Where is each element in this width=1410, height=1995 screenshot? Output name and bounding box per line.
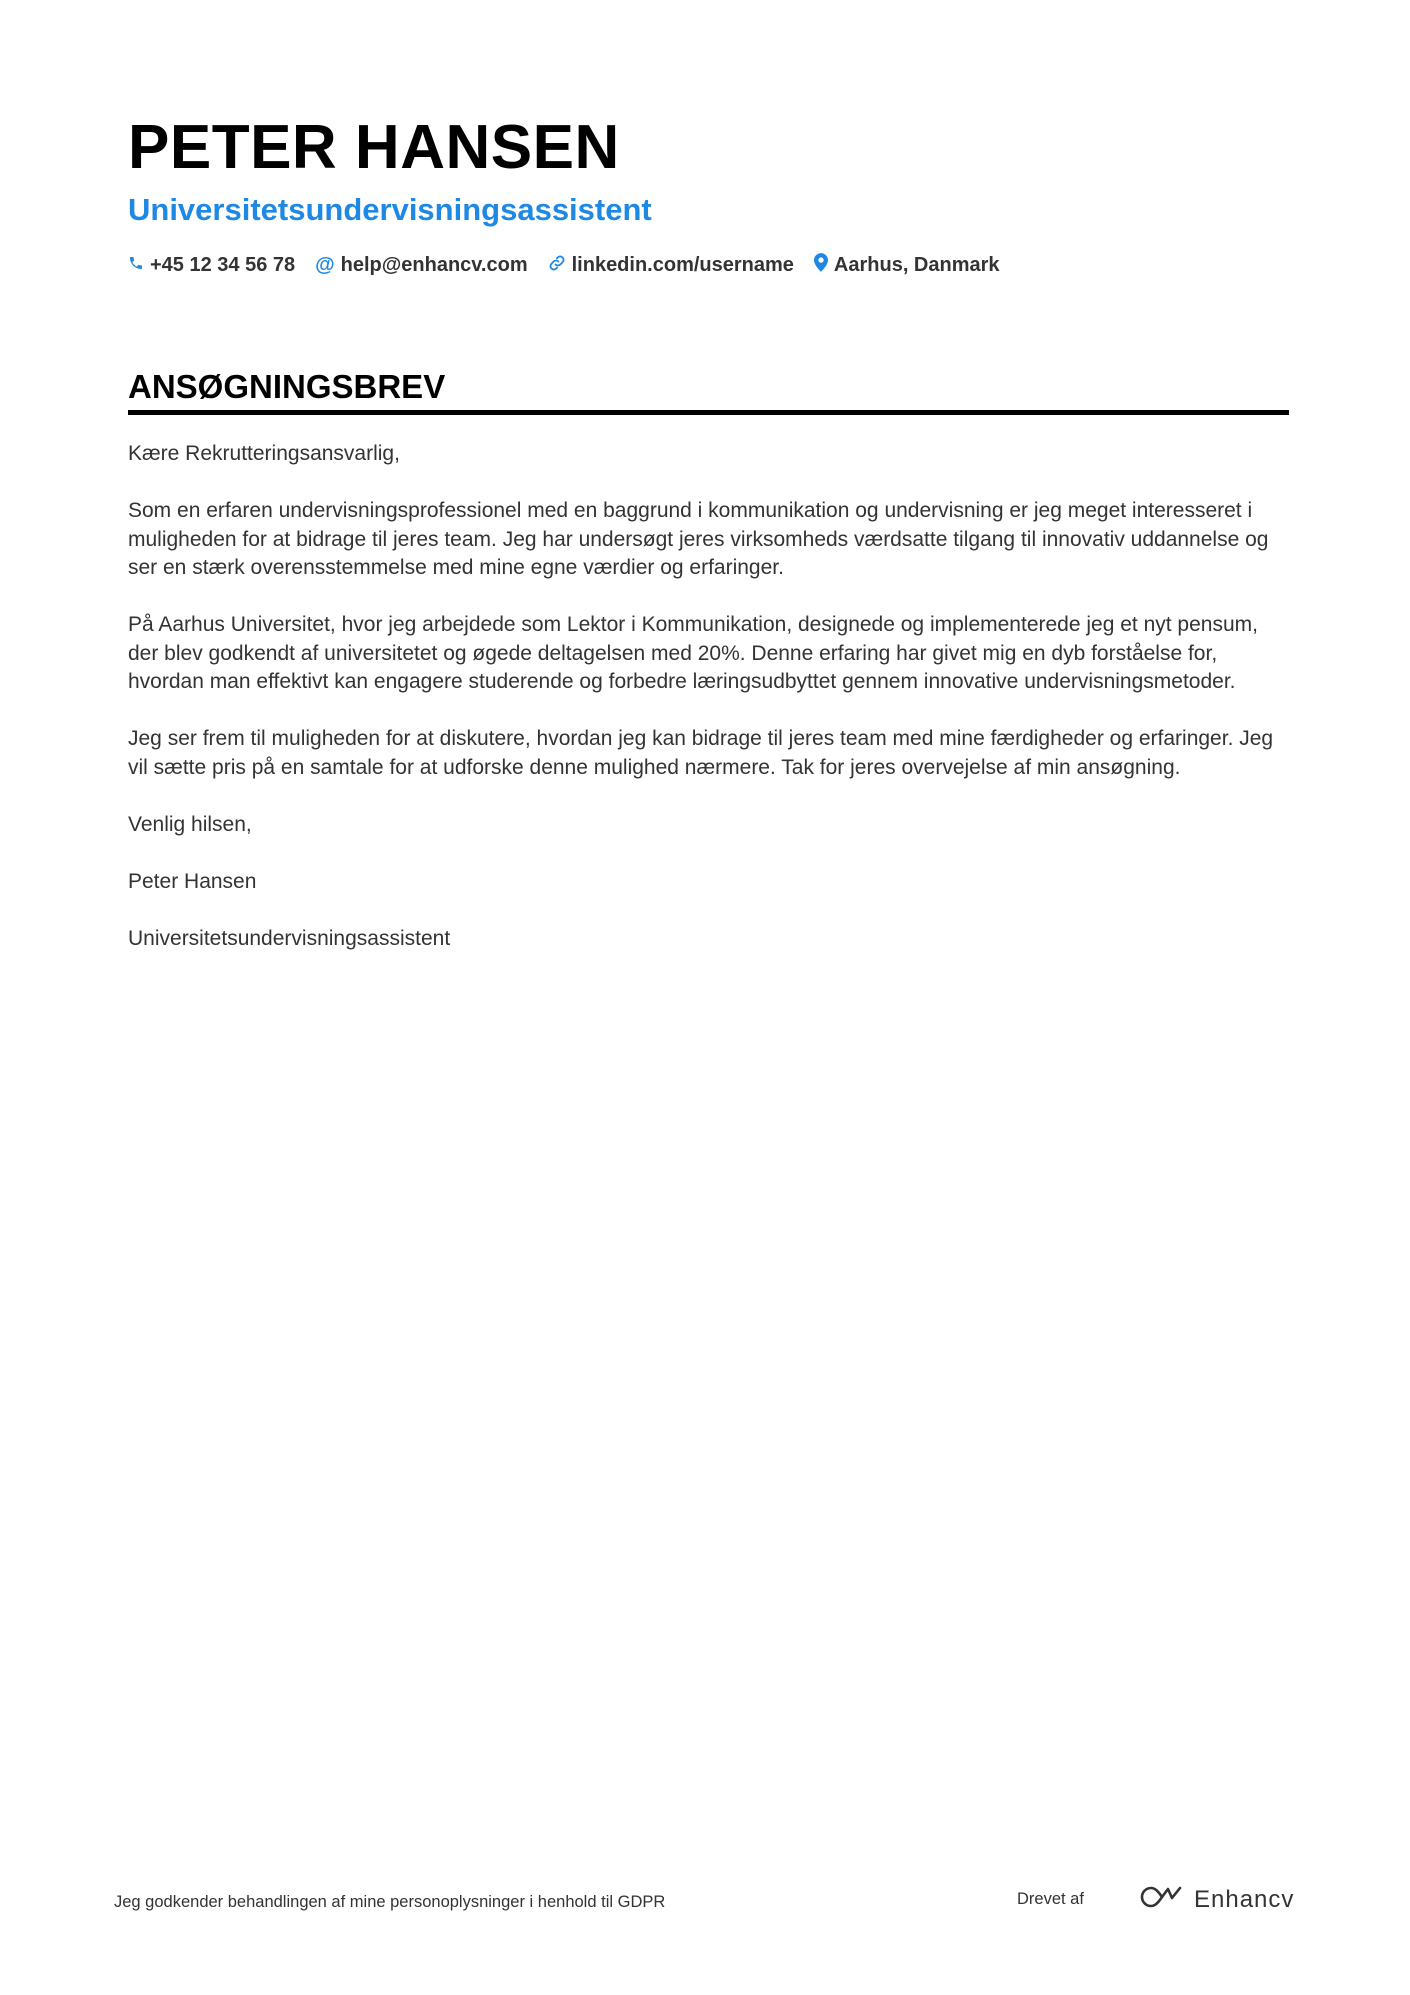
enhancv-brand-name: Enhancv bbox=[1194, 1885, 1295, 1913]
powered-by-label: Drevet af bbox=[1017, 1890, 1084, 1908]
letter-body bbox=[128, 440, 1288, 982]
location-text: Aarhus, Danmark bbox=[833, 254, 1000, 276]
signature-name: Peter Hansen bbox=[128, 869, 257, 893]
at-icon: @ bbox=[315, 254, 335, 276]
gdpr-consent-text: Jeg godkender behandlingen af mine personoplysninger i henhold til GDPR bbox=[114, 1893, 666, 1911]
letter-paragraph-3: Jeg ser frem til muligheden for at diskutere, hvordan jeg kan bidrage til jeres team med mine færdigheder og erfaringer. Jeg vil sætte pris på en samtale for at udforske denne mulighed nærmere. Tak for jeres overvejelse af min ansøgning. bbox=[128, 727, 1274, 779]
infinity-logo-icon bbox=[1138, 1884, 1186, 1915]
phone-icon bbox=[128, 254, 150, 278]
enhancv-logo[interactable] bbox=[1138, 1884, 1294, 1915]
link-icon bbox=[548, 254, 572, 278]
signature-title: Universitetsundervisningsassistent bbox=[128, 926, 451, 950]
letter-paragraph-2: På Aarhus Universitet, hvor jeg arbejdede som Lektor i Kommunikation, designede og implementerede jeg et nyt pensum, der blev godkendt af universitetet og øgede deltagelsen med 20%. Denne erfaring har givet mig en dyb forståelse for, hvordan man effektivt kan engagere studerende og forbedre læringsudbyttet gennem innovative undervisningsmetoder. bbox=[128, 613, 1258, 693]
phone-number[interactable]: +45 12 34 56 78 bbox=[150, 254, 296, 276]
contact-email bbox=[315, 254, 527, 277]
letter-greeting: Kære Rekrutteringsansvarlig, bbox=[128, 442, 400, 465]
section-divider bbox=[128, 410, 1289, 415]
section-heading: ANSØGNINGSBREV bbox=[128, 368, 446, 405]
contact-phone bbox=[128, 254, 295, 278]
applicant-name: PETER HANSEN bbox=[128, 113, 620, 182]
contact-bar bbox=[128, 253, 1020, 278]
job-title: Universitetsundervisningsassistent bbox=[128, 192, 652, 227]
letter-paragraph-1: Som en erfaren undervisningsprofessionel med en baggrund i kommunikation og undervisning er jeg meget interesseret i muligheden for at bidrage til jeres team. Jeg har undersøgt jeres virksomheds værdsatte tilgang til innovativ uddannelse og ser en stærk overensstemmelse med mine egne værdier og erfaringer. bbox=[128, 499, 1269, 579]
linkedin-url[interactable]: linkedin.com/username bbox=[571, 254, 794, 276]
location-pin-icon bbox=[814, 253, 834, 278]
contact-linkedin bbox=[548, 254, 794, 278]
letter-closing: Venlig hilsen, bbox=[128, 812, 252, 836]
contact-location bbox=[814, 253, 1000, 278]
email-address[interactable]: help@enhancv.com bbox=[340, 254, 528, 276]
